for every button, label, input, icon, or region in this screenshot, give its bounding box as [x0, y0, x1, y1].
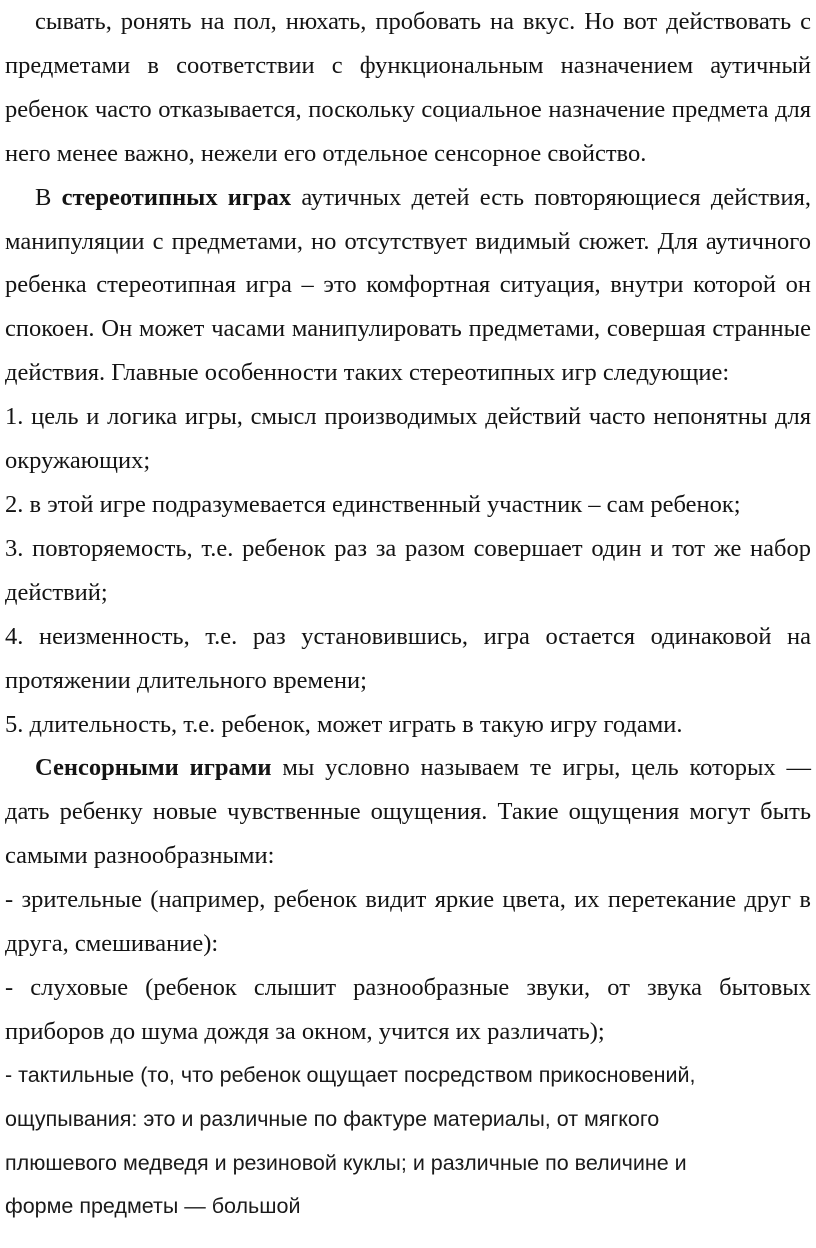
list-item-2: 2. в этой игре подразумевается единственный участник – сам ребенок;: [5, 490, 741, 518]
tactile-line: форме предметы — большой: [5, 1194, 301, 1219]
paragraph-sensory-games: [5, 746, 811, 878]
paragraph-stereotyped-games: [5, 176, 811, 396]
list-item-1: 1. цель и логика игры, смысл производимых действий часто непонятны для окружающих;: [5, 403, 811, 475]
paragraph-intro: сывать, ронять на пол, нюхать, пробовать на вкус. Но вот действовать с предметами в соответствии с функциональным назначением аутичный ребенок часто отказывается, поскольку социальное назначение предмета для него менее важно, нежели его отдельное сенсорное свойство.: [5, 8, 811, 167]
document-page: [5, 0, 811, 1229]
list-item-3: 3. повторяемость, т.е. ребенок раз за разом совершает один и тот же набор действий;: [5, 534, 811, 606]
list-item-4: 4. неизменность, т.е. раз установившись, игра остается одинаковой на протяжении длительного времени;: [5, 622, 811, 694]
paragraph-prefix: В: [35, 183, 62, 211]
dash-item-tactile: [5, 1054, 811, 1230]
paragraph-body: мы условно называем те игры, цель которых — дать ребенку новые чувственные ощущения. Такие ощущения могут быть самыми разнообразными:: [5, 754, 811, 870]
paragraph-body: аутичных детей есть повторяющиеся действия, манипуляции с предметами, но отсутствует видимый сюжет. Для аутичного ребенка стереотипная игра – это комфортная ситуация, внутри которой он спокоен. Он может часами манипулировать предметами, совершая странные действия. Главные особенности таких стереотипных игр следующие:: [5, 183, 812, 387]
tactile-line: ощупывания: это и различные по фактуре материалы, от мягкого: [5, 1106, 660, 1131]
dash-item-visual: - зрительные (например, ребенок видит яркие цвета, их перетекание друг в друга, смешивание):: [5, 886, 811, 958]
list-item-5: 5. длительность, т.е. ребенок, может играть в такую игру годами.: [5, 710, 683, 738]
term-sensory-games: Сенсорными играми: [35, 754, 272, 782]
tactile-line: плюшевого медведя и резиновой куклы; и различные по величине и: [5, 1150, 687, 1175]
term-stereotyped-games: стереотипных играх: [61, 183, 292, 211]
tactile-line: - тактильные (то, что ребенок ощущает посредством прикосновений,: [5, 1062, 696, 1087]
dash-item-auditory: - слуховые (ребенок слышит разнообразные звуки, от звука бытовых приборов до шума дождя за окном, учится их различать);: [5, 973, 811, 1045]
